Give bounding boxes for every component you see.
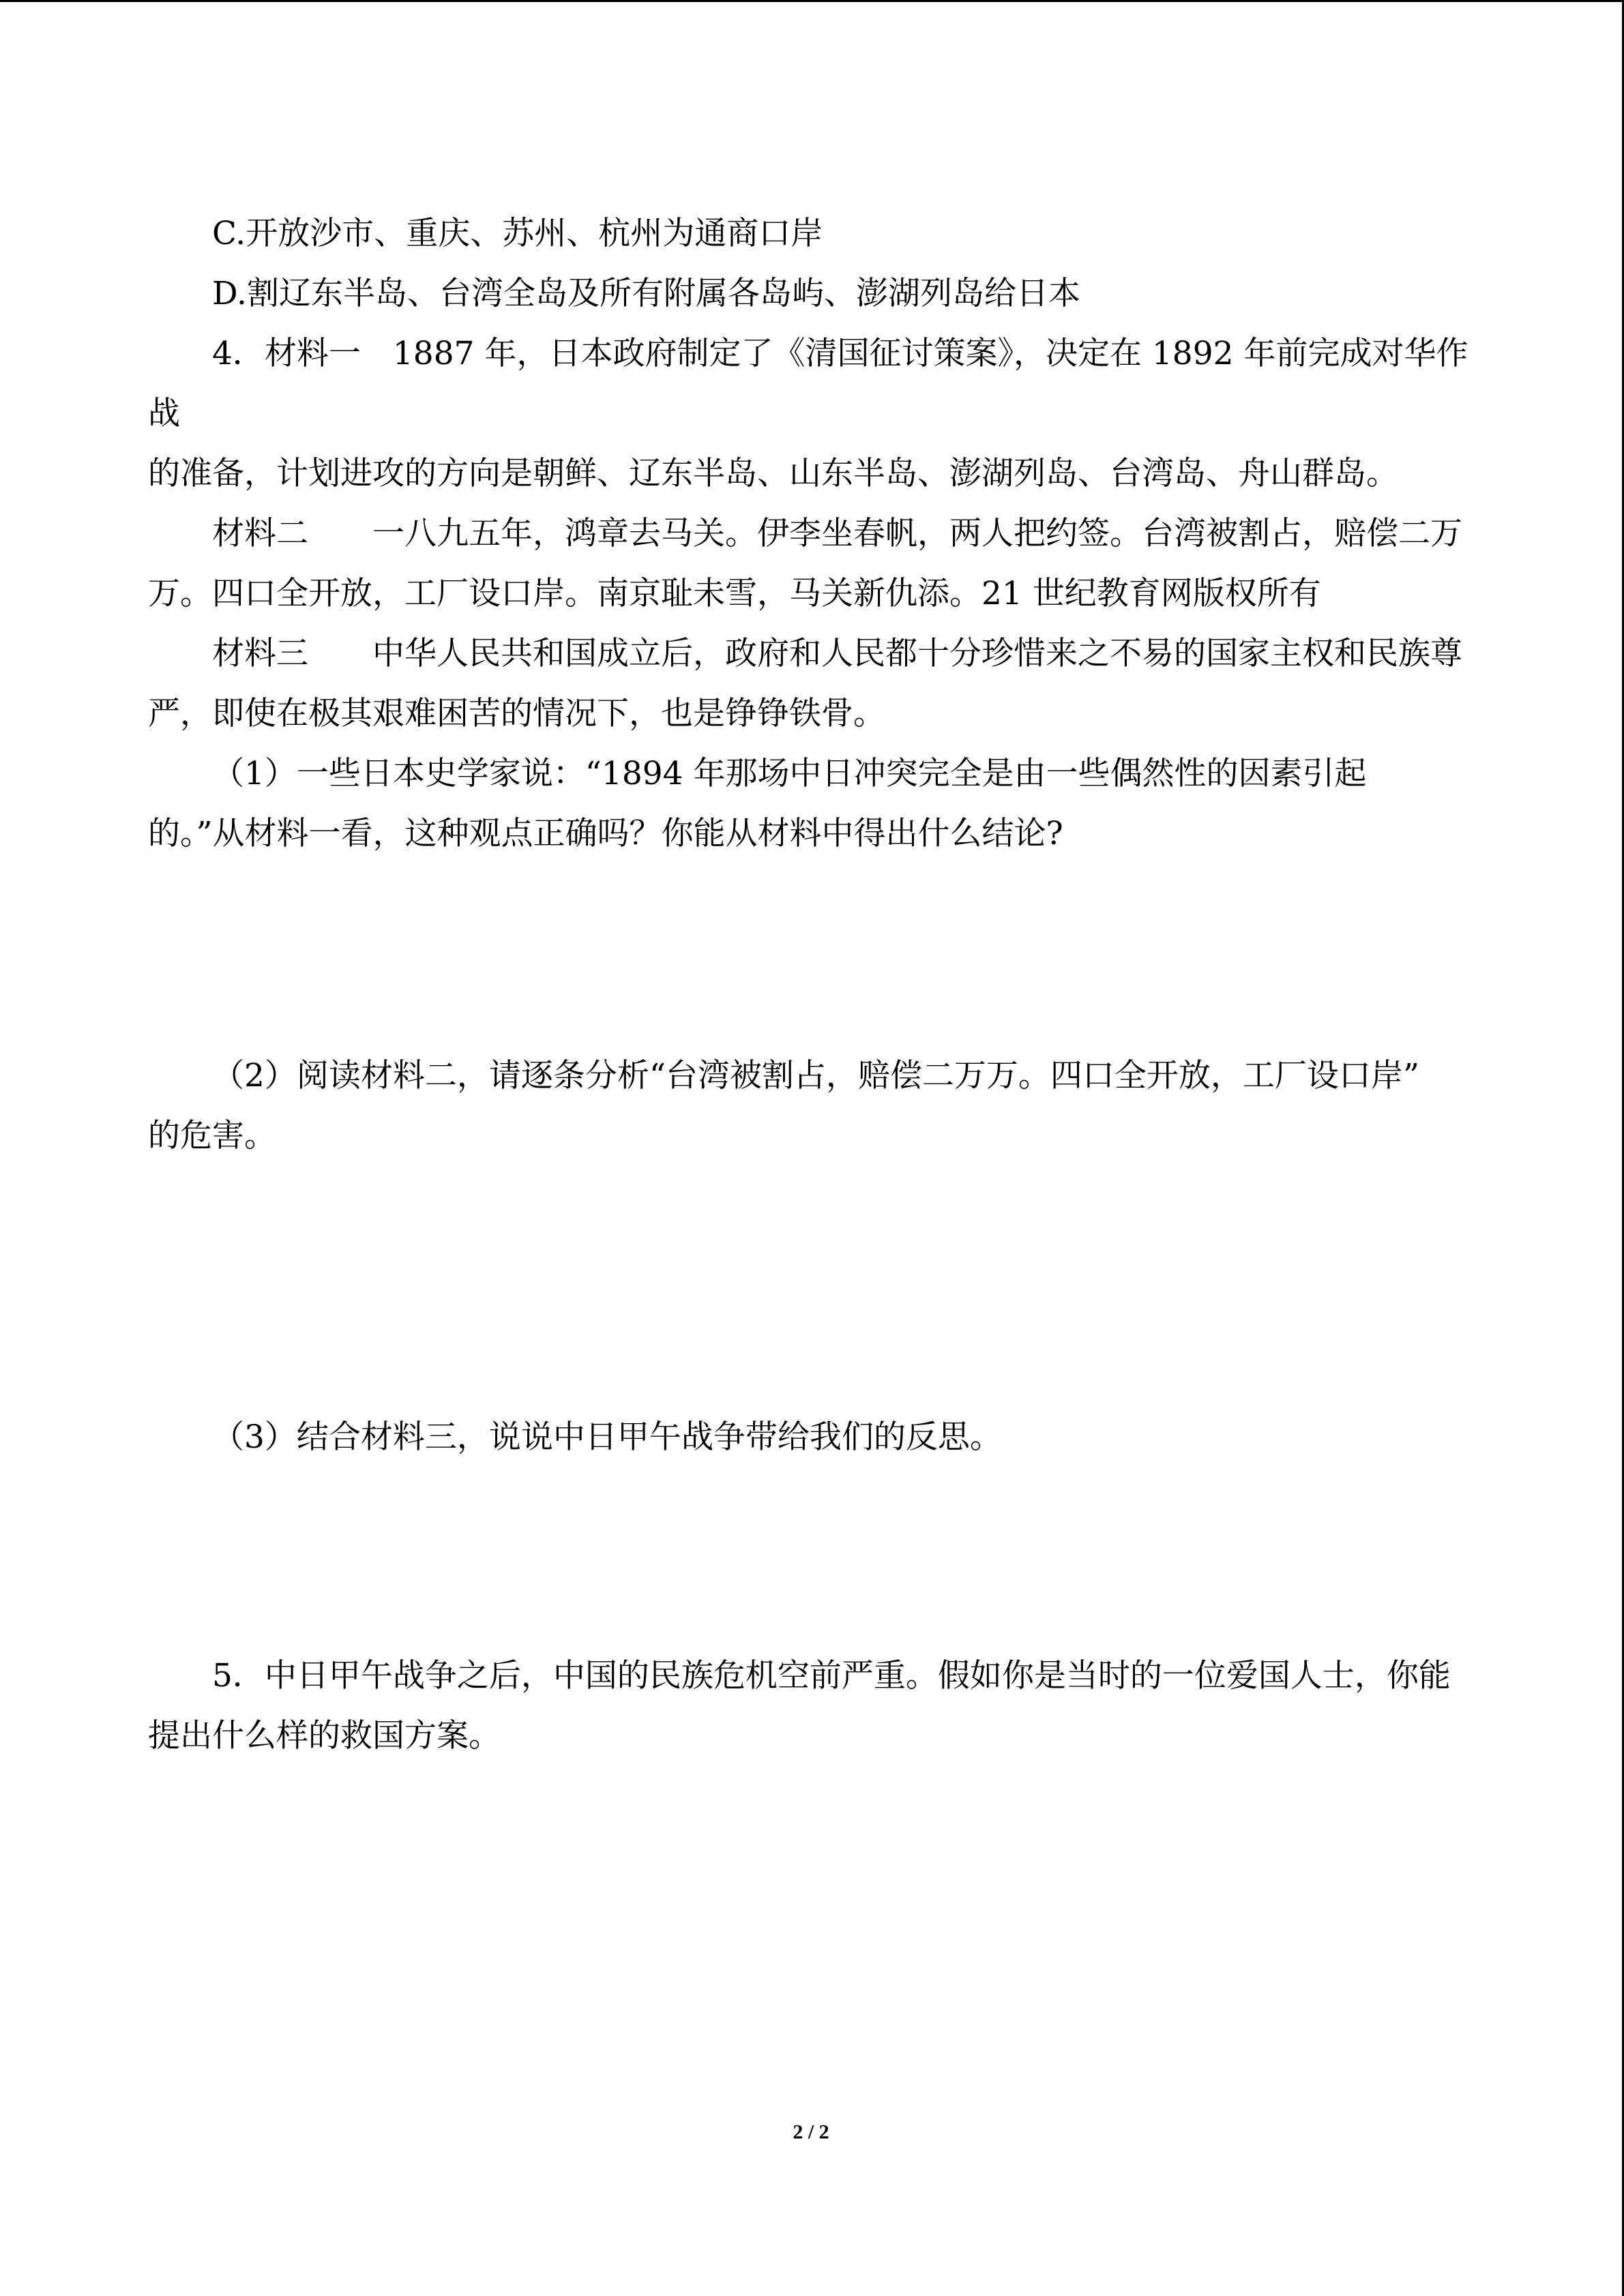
material3-line: 严，即使在极其艰难困苦的情况下，也是铮铮铁骨。 (148, 695, 885, 732)
question4-sub3 (148, 1407, 1473, 1467)
question5-line: 提出什么样的救国方案。 (148, 1717, 501, 1755)
sub2-line: （2）阅读材料二，请逐条分析“台湾被割占，赔偿二万万。四口全开放，工厂设口岸” (212, 1057, 1419, 1094)
question3-option-c (148, 204, 1473, 264)
sub3-line: （3）结合材料三，说说中日甲午战争带给我们的反思。 (212, 1418, 1002, 1456)
question4-material1 (148, 324, 1473, 504)
option-d-text: D.割辽东半岛、台湾全岛及所有附属各岛屿、澎湖列岛给日本 (212, 275, 1080, 312)
question4-material3 (148, 624, 1473, 744)
question5 (148, 1646, 1473, 1766)
question5-line: 5．中日甲午战争之后，中国的民族危机空前严重。假如你是当时的一位爱国人士，你能 (212, 1657, 1451, 1695)
question4-sub1 (148, 744, 1473, 864)
question3-option-d (148, 264, 1473, 324)
question4-sub2 (148, 1046, 1473, 1166)
material2-line: 万。四口全开放，工厂设口岸。南京耻未雪，马关新仇添。21 世纪教育网版权所有 (148, 575, 1321, 612)
material3-line: 材料三 中华人民共和国成立后，政府和人民都十分珍惜来之不易的国家主权和民族尊 (212, 635, 1462, 672)
material2-line: 材料二 一八九五年，鸿章去马关。伊李坐春帆，两人把约签。台湾被割占，赔偿二万 (212, 515, 1462, 552)
material1-line: 4．材料一 1887 年，日本政府制定了《清国征讨策案》，决定在 1892 年前完成对华作战 (148, 335, 1468, 432)
material1-line: 的准备，计划进攻的方向是朝鲜、辽东半岛、山东半岛、澎湖列岛、台湾岛、舟山群岛。 (148, 455, 1398, 492)
page-number: 2 / 2 (793, 2121, 829, 2143)
sub1-line: 的。”从材料一看，这种观点正确吗？你能从材料中得出什么结论? (148, 815, 1063, 852)
question4-material2 (148, 504, 1473, 624)
option-c-text: C.开放沙市、重庆、苏州、杭州为通商口岸 (212, 215, 823, 252)
sub2-line: 的危害。 (148, 1117, 276, 1154)
sub1-line: （1）一些日本史学家说：“1894 年那场中日冲突完全是由一些偶然性的因素引起 (212, 755, 1367, 792)
